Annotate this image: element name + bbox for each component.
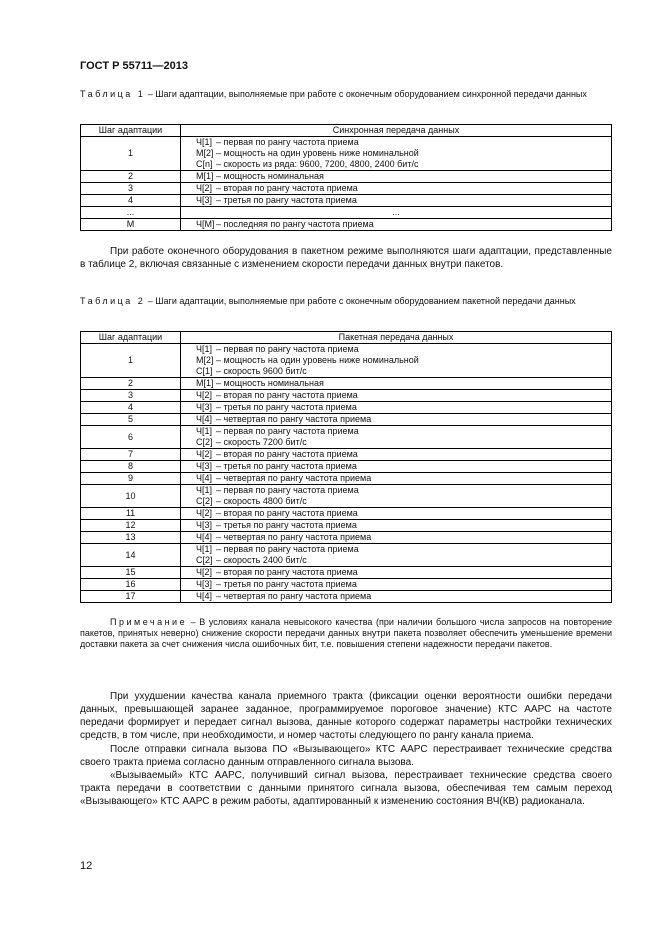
parameter-code: Ч[1] <box>196 426 213 436</box>
table1-col-data: Синхронная передача данных <box>181 125 612 137</box>
step-cell: ... <box>81 207 181 219</box>
parameter-description: – третья по рангу частота приема <box>216 195 357 205</box>
table-row <box>81 579 612 591</box>
description-line <box>196 532 611 543</box>
table-row <box>81 195 612 207</box>
description-line <box>196 544 611 555</box>
description-cell <box>181 426 612 449</box>
table-row <box>81 207 612 219</box>
table1-col-step: Шаг адаптации <box>81 125 181 137</box>
table-row <box>81 414 612 426</box>
parameter-code: Ч[1] <box>196 485 213 495</box>
description-cell <box>181 485 612 508</box>
parameter-description: – скорость 7200 бит/с <box>216 437 307 447</box>
table-row <box>81 426 612 449</box>
description-cell <box>181 171 612 183</box>
step-cell: 17 <box>81 591 181 603</box>
parameter-description: – четвертая по рангу частота приема <box>216 591 372 601</box>
description-line <box>196 508 611 519</box>
description-line <box>196 485 611 496</box>
page-number: 12 <box>80 860 93 872</box>
parameter-code: Ч[М] <box>196 219 215 229</box>
description-line <box>196 461 611 472</box>
table1-label: Таблица 1 <box>80 89 146 99</box>
description-cell <box>181 183 612 195</box>
parameter-code: М[1] <box>196 378 214 388</box>
table1-caption-text: – Шаги адаптации, выполняемые при работе с оконечным оборудованием синхронной передачи данных <box>145 89 587 99</box>
parameter-description: – вторая по рангу частота приема <box>216 449 358 459</box>
description-cell <box>181 219 612 231</box>
description-cell <box>181 461 612 473</box>
description-line <box>196 567 611 578</box>
description-cell <box>181 195 612 207</box>
parameter-code: М[2] <box>196 355 214 365</box>
table-row <box>81 449 612 461</box>
description-cell <box>181 567 612 579</box>
step-cell: 7 <box>81 449 181 461</box>
parameter-description: – третья по рангу частота приема <box>216 461 357 471</box>
parameter-description: – мощность на один уровень ниже номинальной <box>216 148 419 158</box>
description-line <box>196 426 611 437</box>
parameter-description: – первая по рангу частота приема <box>216 485 359 495</box>
table1 <box>80 124 612 231</box>
parameter-description: – первая по рангу частота приема <box>216 137 359 147</box>
note-text: – В условиях канала невысокого качества (при наличии большого числа запросов на повторение пакетов, принятых неверно) снижение скорости передачи данных внутри пакета позволяет обеспечить уменьшение времени доставки пакета за счет снижения числа ошибочных бит, т.е. повышения степени надежности передачи пакетов. <box>80 617 612 649</box>
description-line <box>196 555 611 566</box>
table-row <box>81 219 612 231</box>
step-cell: 15 <box>81 567 181 579</box>
table-row <box>81 532 612 544</box>
description-line <box>196 219 611 230</box>
parameter-description: – первая по рангу частота приема <box>216 344 359 354</box>
parameter-description: – скорость из ряда: 9600, 7200, 4800, 2400 бит/с <box>216 159 419 169</box>
step-cell: 1 <box>81 137 181 171</box>
table-row <box>81 344 612 378</box>
description-line <box>196 148 611 159</box>
parameter-code: С[1] <box>196 366 213 376</box>
description-line <box>196 520 611 531</box>
description-line <box>196 378 611 389</box>
step-cell: 10 <box>81 485 181 508</box>
table-row <box>81 567 612 579</box>
description-line <box>196 579 611 590</box>
parameter-code: Ч[1] <box>196 344 213 354</box>
parameter-code: Ч[1] <box>196 544 213 554</box>
description-line <box>196 414 611 425</box>
paragraph-degradation: При ухудшении качества канала приемного тракта (фиксации оценки вероятности ошибки передачи данных, превышающей заранее заданное, программируемое пороговое значение) КТС ААРС на частоте передачи формирует и передает сигнал вызова, данные которого содержат параметры настройки технических средств, в том числе, при необходимости, и номер частоты следующего по рангу канала приема. <box>80 691 612 741</box>
description-cell <box>181 579 612 591</box>
parameter-code: С[n] <box>196 159 213 169</box>
paragraph-packet-mode: При работе оконечного оборудования в пакетном режиме выполняются шаги адаптации, представленные в таблице 2, включая связанные с изменением скорости передачи данных внутри пакетов. <box>80 246 612 270</box>
description-line <box>196 449 611 460</box>
step-cell: 5 <box>81 414 181 426</box>
description-line <box>196 437 611 448</box>
parameter-description: – мощность номинальная <box>216 378 324 388</box>
parameter-description: – четвертая по рангу частота приема <box>216 532 372 542</box>
table2-col-step: Шаг адаптации <box>81 332 181 344</box>
description-line <box>196 183 611 194</box>
parameter-description: – четвертая по рангу частота приема <box>216 414 372 424</box>
table-row <box>81 461 612 473</box>
parameter-description: – первая по рангу частота приема <box>216 544 359 554</box>
parameter-description: – третья по рангу частота приема <box>216 579 357 589</box>
note-label: Примечание <box>110 617 188 627</box>
parameter-code: Ч[3] <box>196 402 213 412</box>
step-cell: 13 <box>81 532 181 544</box>
table-row <box>81 137 612 171</box>
parameter-code: Ч[4] <box>196 414 213 424</box>
step-cell: 3 <box>81 390 181 402</box>
description-line <box>196 137 611 148</box>
description-cell <box>181 520 612 532</box>
parameter-description: – третья по рангу частота приема <box>216 402 357 412</box>
description-line <box>196 366 611 377</box>
description-line <box>196 159 611 170</box>
parameter-code: М[2] <box>196 148 214 158</box>
parameter-code: Ч[2] <box>196 183 213 193</box>
parameter-description: – мощность номинальная <box>216 171 324 181</box>
table-row <box>81 544 612 567</box>
description-cell <box>181 591 612 603</box>
table2-caption-text: – Шаги адаптации, выполняемые при работе с оконечным оборудованием пакетной передачи данных <box>145 296 576 306</box>
table-row <box>81 183 612 195</box>
step-cell: М <box>81 219 181 231</box>
parameter-code: Ч[3] <box>196 195 213 205</box>
table-row <box>81 171 612 183</box>
parameter-description: – четвертая по рангу частота приема <box>216 473 372 483</box>
parameter-code: Ч[4] <box>196 473 213 483</box>
table-row <box>81 508 612 520</box>
parameter-code: Ч[4] <box>196 591 213 601</box>
description-line <box>196 402 611 413</box>
step-cell: 11 <box>81 508 181 520</box>
description-cell <box>181 532 612 544</box>
step-cell: 4 <box>81 402 181 414</box>
paragraph-after-call: После отправки сигнала вызова ПО «Вызывающего» КТС ААРС перестраивает технические средства своего тракта приема согласно данным отправленного сигнала вызова. <box>80 744 612 768</box>
parameter-description: – вторая по рангу частота приема <box>216 390 358 400</box>
note <box>80 617 612 650</box>
table-row <box>81 520 612 532</box>
table2-label: Таблица 2 <box>80 296 146 306</box>
table-row <box>81 591 612 603</box>
step-cell: 14 <box>81 544 181 567</box>
description-line <box>196 390 611 401</box>
parameter-code: М[1] <box>196 171 214 181</box>
table1-caption <box>80 89 612 100</box>
parameter-code: С[2] <box>196 555 213 565</box>
table-row <box>81 485 612 508</box>
step-cell: 2 <box>81 171 181 183</box>
parameter-code: Ч[4] <box>196 532 213 542</box>
parameter-code: Ч[2] <box>196 449 213 459</box>
description-line <box>196 496 611 507</box>
description-cell <box>181 414 612 426</box>
description-line <box>196 344 611 355</box>
parameter-code: Ч[3] <box>196 461 213 471</box>
parameter-description: – вторая по рангу частота приема <box>216 183 358 193</box>
parameter-code: Ч[2] <box>196 390 213 400</box>
parameter-code: С[2] <box>196 496 213 506</box>
paragraph-called: «Вызываемый» КТС ААРС, получивший сигнал вызова, перестраивает технические средства своего тракта передачи в соответствии с данными принятого сигнала вызова, обеспечивая тем самым переход «Вызывающего» КТС ААРС в режим работы, адаптированный к изменению состояния ВЧ(КВ) радиоканала. <box>80 770 612 807</box>
step-cell: 8 <box>81 461 181 473</box>
step-cell: 16 <box>81 579 181 591</box>
parameter-code: Ч[3] <box>196 520 213 530</box>
description-line <box>196 171 611 182</box>
step-cell: 6 <box>81 426 181 449</box>
description-cell <box>181 137 612 171</box>
parameter-code: Ч[3] <box>196 579 213 589</box>
description-cell <box>181 344 612 378</box>
parameter-description: – вторая по рангу частота приема <box>216 567 358 577</box>
parameter-code: Ч[2] <box>196 567 213 577</box>
description-line <box>196 473 611 484</box>
description-cell <box>181 449 612 461</box>
description-cell <box>181 207 612 219</box>
step-cell: 2 <box>81 378 181 390</box>
description-cell <box>181 508 612 520</box>
parameter-description: – скорость 4800 бит/с <box>216 496 307 506</box>
parameter-description: – скорость 9600 бит/с <box>216 366 307 376</box>
description-line <box>196 195 611 206</box>
parameter-code: С[2] <box>196 437 213 447</box>
step-cell: 12 <box>81 520 181 532</box>
parameter-description: – первая по рангу частота приема <box>216 426 359 436</box>
parameter-description: – мощность на один уровень ниже номинальной <box>216 355 419 365</box>
step-cell: 9 <box>81 473 181 485</box>
step-cell: 4 <box>81 195 181 207</box>
table-row <box>81 473 612 485</box>
description-cell <box>181 378 612 390</box>
table-row <box>81 378 612 390</box>
parameter-description: – вторая по рангу частота приема <box>216 508 358 518</box>
document-header: ГОСТ Р 55711—2013 <box>80 60 188 72</box>
table2-body <box>81 344 612 603</box>
table-row <box>81 402 612 414</box>
step-cell: 1 <box>81 344 181 378</box>
description-cell <box>181 473 612 485</box>
parameter-description: – третья по рангу частота приема <box>216 520 357 530</box>
description-cell <box>181 390 612 402</box>
table1-body <box>81 137 612 231</box>
table2 <box>80 331 612 603</box>
description-line <box>196 355 611 366</box>
parameter-code: Ч[1] <box>196 137 213 147</box>
description-line <box>196 591 611 602</box>
table-row <box>81 390 612 402</box>
description-cell <box>181 402 612 414</box>
step-cell: 3 <box>81 183 181 195</box>
parameter-description: – последняя по рангу частота приема <box>216 219 374 229</box>
table2-caption <box>80 296 612 307</box>
parameter-code: Ч[2] <box>196 508 213 518</box>
description-cell <box>181 544 612 567</box>
ellipsis: ... <box>392 207 400 217</box>
table2-col-data: Пакетная передача данных <box>181 332 612 344</box>
parameter-description: – скорость 2400 бит/с <box>216 555 307 565</box>
